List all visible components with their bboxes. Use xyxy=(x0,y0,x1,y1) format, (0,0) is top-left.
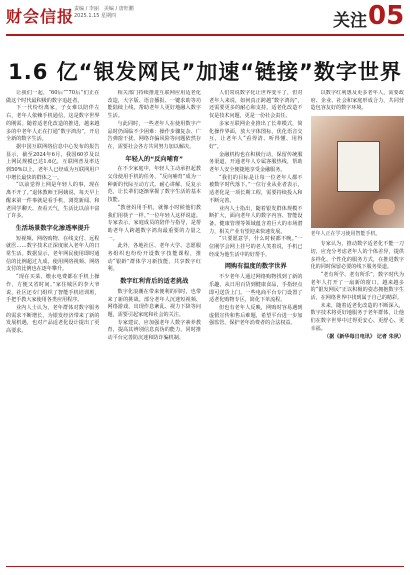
text-column-4 xyxy=(311,90,405,563)
paragraph: 但也有老年人反映，网购时容易遇到虚假宣传和售后难题，希望平台进一步加强监管，保护老年消费者的合法权益。 xyxy=(209,304,303,327)
paragraph: 专家建议，应加强老年人数字素养教育，提高其辨别信息真伪的能力，同时推动平台完善防沉迷和防诈骗机制。 xyxy=(107,319,201,342)
paragraph: 业内人士认为，老年群体对数字服务的需求不断增长，为银发经济带来了新的发展机遇，也对产品适老化设计提出了更高要求。 xyxy=(6,304,100,335)
masthead-rule xyxy=(6,34,404,36)
subheading: 数字红利背后的适老挑战 xyxy=(120,278,189,286)
paragraph: 让我们一起，“60后”“70后”们正在做这个时代最积极的数字追赶者。 xyxy=(6,90,100,104)
paragraph: 下一代纷纷离家，子女难以陪伴左右，老年人依赖手机通信，这是数字世界的刚需。随着适老化改造的推进，越来越多的中老年人正在打通“数字鸿沟”，开启全新的数字生活。 xyxy=(6,105,100,143)
text-column-3 xyxy=(209,90,303,563)
paragraph: 专家认为，推动数字适老化不能一刀切，应充分考虑老年人的个体差异，提供多样化、个性化的服务方式，在推进数字化的同时保留必要的线下服务渠道。 xyxy=(310,241,404,271)
subheading: 年轻人的“反向哺育” xyxy=(125,155,184,163)
hand xyxy=(373,199,395,215)
photo-block xyxy=(311,116,405,238)
paragraph: 以数字红利惠及更多老年人，需要政府、企业、社会和家庭形成合力，共同营造包容友好的数字环境。 xyxy=(310,90,404,112)
paragraph: “教爸妈用手机，就像小时候他们教我们用筷子一样。”一位年轻人这样说道。专家表示，家庭成员的陪伴与指导，是帮助老年人跨越数字鸿沟最重要的力量之一。 xyxy=(107,204,201,242)
paragraph: “只要愿意学，什么时候都不晚。”一位刚学会网上挂号的老人笑着说，手机已经成为他生活中的好帮手。 xyxy=(209,236,303,258)
paragraph: 在不少家庭中，年轻人主动承担起教父母使用手机的任务，“反向哺育”成为一种新的代际互动方式。耐心讲解、反复示范，让长辈们逐渐掌握了数字生活的基本技能。 xyxy=(107,166,201,204)
paragraph: 据中国互联网络信息中心发布的报告显示，截至2024年6月，我国60岁及以上网民规模已达1.6亿，互联网普及率达到50%以上，老年人已经成为互联网用户中增长最快的群体之一。 xyxy=(6,143,100,181)
subheading: 网购有温度的数字世界 xyxy=(224,263,287,271)
paragraph: 金融机构也在积极行动，保留传统服务渠道，开通老年人专属客服热线，帮助老年人安全便捷地享受金融服务。 xyxy=(209,151,303,174)
paragraph: 与此同时，一些老年人在使用数字产品时仍面临不少困难：操作步骤复杂、广告弹窗干扰、网络诈骗风险等问题依然存在，需要社会各方共同努力加以解决。 xyxy=(107,120,201,150)
issue-date: 2025.1.15 星期四 xyxy=(74,13,117,19)
paragraph: “现在买菜、缴水电费都在手机上操作，方便又省时间。”家住城区的李大爷说，社区还专门组织了智能手机培训班，手把手教大家使用各类应用程序。 xyxy=(6,274,100,304)
text-column-1 xyxy=(6,90,100,563)
phone-screen xyxy=(337,141,380,192)
article-headline: 1.6 亿“银发网民”加速“链接”数字世界 xyxy=(8,60,402,84)
paragraph: “以前觉得上网是年轻人的事，现在离不开了。”退休教师王阿姨说，每天早上醒来第一件事就是看手机，浏览新闻、和老同学聊天、查看天气，生活比以前丰富了许多。 xyxy=(6,182,100,220)
paragraph: 不少老年人通过网络购物找到了新的乐趣，从日用百货到健康食品，手指轻点即可送货上门。一些电商平台专门设置了适老化购物专区，简化下单流程。 xyxy=(209,274,303,304)
newspaper-logo: 财会信报 xyxy=(6,7,75,26)
section-label: 关注 xyxy=(333,11,367,31)
byline: （据《新华每日电讯》 记者 朱夙） xyxy=(324,333,404,340)
subheading: 生活场景数字化渗透率提升 xyxy=(15,224,90,232)
paragraph: “我们的目标是让每一位老年人都不被数字时代落下。”一位行业从业者表示，适老化是一项长期工程，需要持续投入和不断完善。 xyxy=(209,174,303,204)
paragraph: 人们常说数字化让世界变平了，但对老年人来说，如何真正跨越“数字鸿沟”，还需要更多的耐心和支持。适老化改造不仅是技术问题，更是一份社会责任。 xyxy=(209,90,303,120)
paragraph: 业内人士指出，随着银发群体规模不断扩大，面向老年人的数字内容、智能设备、健康管理等领域蕴含着巨大的市场潜力，相关产业有望迎来快速发展。 xyxy=(209,205,303,235)
editor-credit: 责编 / 李丽 美编 / 唐旺鹏 xyxy=(74,6,134,12)
paragraph: 短视频、网络购物、在线支付、远程就医……数字技术正深度嵌入老年人的日常生活。数据显示，老年网民使用即时通信的比例超过九成，使用网络视频、网络支付的比例也在逐年攀升。 xyxy=(6,235,100,273)
article-body xyxy=(6,90,404,563)
paragraph: 相关部门持续推进互联网应用适老化改造，大字版、语音播报、一键求助等功能陆续上线，帮助老年人更好地融入数字生活。 xyxy=(107,90,201,120)
text-column-2 xyxy=(108,90,202,563)
footer-rule xyxy=(6,566,404,567)
photo-caption: 老年人正在学习使用智能手机。 xyxy=(310,231,381,238)
article-photo xyxy=(311,116,405,228)
masthead-meta xyxy=(74,6,134,20)
paragraph: 未来，随着适老化改造的不断深入，数字技术将更好地服务于老年群体，让他们在数字世界中过得更安心、更舒心、更幸福。 xyxy=(310,302,404,332)
paragraph: 多家互联网企业推出了长辈模式，简化操作界面，放大字体图标，优化语音交互，让老年人“看得清、听得懂、用得好”。 xyxy=(209,120,303,150)
page-number: 05 xyxy=(368,1,405,31)
paragraph: “老有所学、老有所乐”，数字时代为老年人打开了一扇新的窗口。越来越多的“银发网民”正以积极的姿态拥抱数字生活，在网络世界中找到属于自己的精彩。 xyxy=(310,271,404,302)
paragraph: 数字化浪潮在带来便利的同时，也带来了新的挑战。部分老年人沉迷短视频、网络游戏，出现作息紊乱、视力下降等问题，需要引起家庭和社会的关注。 xyxy=(107,288,201,318)
paragraph: 此外，各地社区、老年大学、志愿服务组织也纷纷开设数字技能课程，推动“银龄”群体学习新技能，共享数字红利。 xyxy=(107,243,201,273)
masthead xyxy=(0,0,410,34)
